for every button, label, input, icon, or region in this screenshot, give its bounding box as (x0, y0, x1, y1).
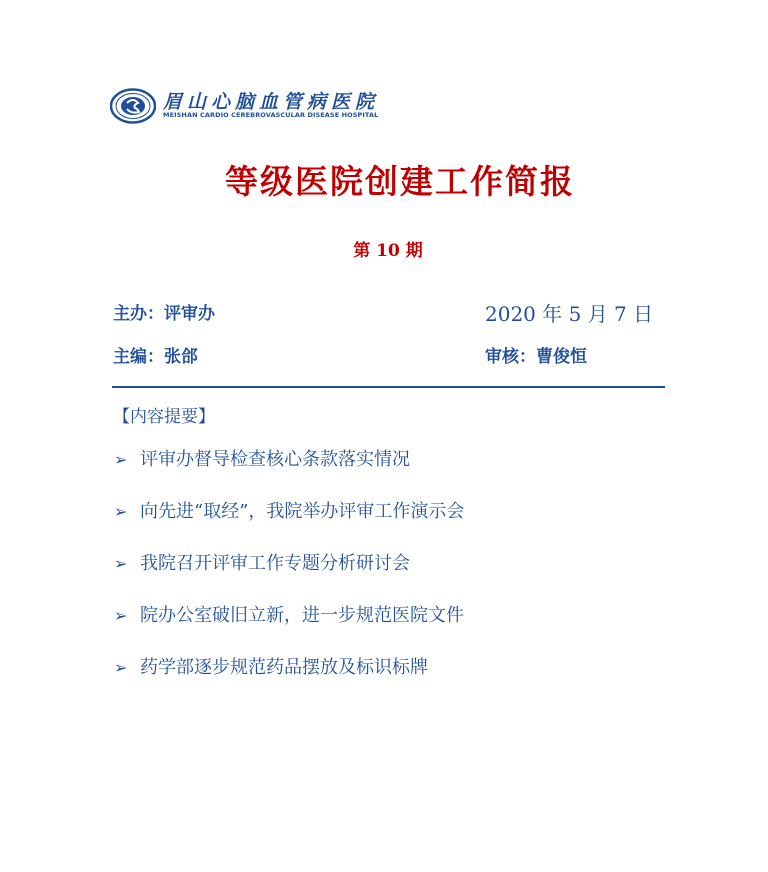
bulletin-title: 等级医院创建工作简报 (225, 162, 575, 201)
host-label: 主办： (113, 304, 164, 324)
host-value: 评审办 (164, 304, 215, 324)
summary-item-text: 我院召开评审工作专题分析研讨会 (140, 553, 410, 574)
reviewer-line (485, 342, 587, 367)
summary-item (114, 655, 464, 707)
reviewer-label: 审核： (485, 347, 536, 367)
arrow-bullet-icon: ➢ (114, 658, 128, 677)
summary-item (114, 603, 464, 655)
summary-item-text: 评审办督导检查核心条款落实情况 (140, 449, 410, 470)
reviewer-value: 曹俊恒 (536, 347, 587, 367)
editor-value: 张郃 (164, 347, 198, 367)
summary-item (114, 499, 464, 551)
hospital-logo-icon (110, 88, 156, 124)
hospital-name-en: MEISHAN CARDIO CEREBROVASCULAR DISEASE HOSPITAL (163, 111, 379, 119)
editor-line (113, 342, 198, 367)
arrow-bullet-icon: ➢ (114, 554, 128, 573)
summary-item-text: 药学部逐步规范药品摆放及标识标牌 (140, 657, 428, 678)
editor-label: 主编： (113, 347, 164, 367)
summary-item (114, 551, 464, 603)
hospital-name-cn: 眉山心脑血管病医院 (163, 91, 380, 113)
summary-item-text: 向先进“取经”，我院举办评审工作演示会 (140, 501, 465, 522)
divider-line (112, 386, 665, 388)
issue-date: 2020 年 5 月 7 日 (485, 302, 654, 326)
summary-item (114, 447, 464, 499)
host-line (113, 299, 215, 324)
issue-number: 第 10 期 (353, 241, 423, 261)
summary-heading: 【内容提要】 (113, 407, 215, 427)
arrow-bullet-icon: ➢ (114, 502, 128, 521)
summary-list (114, 447, 464, 707)
arrow-bullet-icon: ➢ (114, 450, 128, 469)
summary-item-text: 院办公室破旧立新，进一步规范医院文件 (140, 605, 464, 626)
arrow-bullet-icon: ➢ (114, 606, 128, 625)
